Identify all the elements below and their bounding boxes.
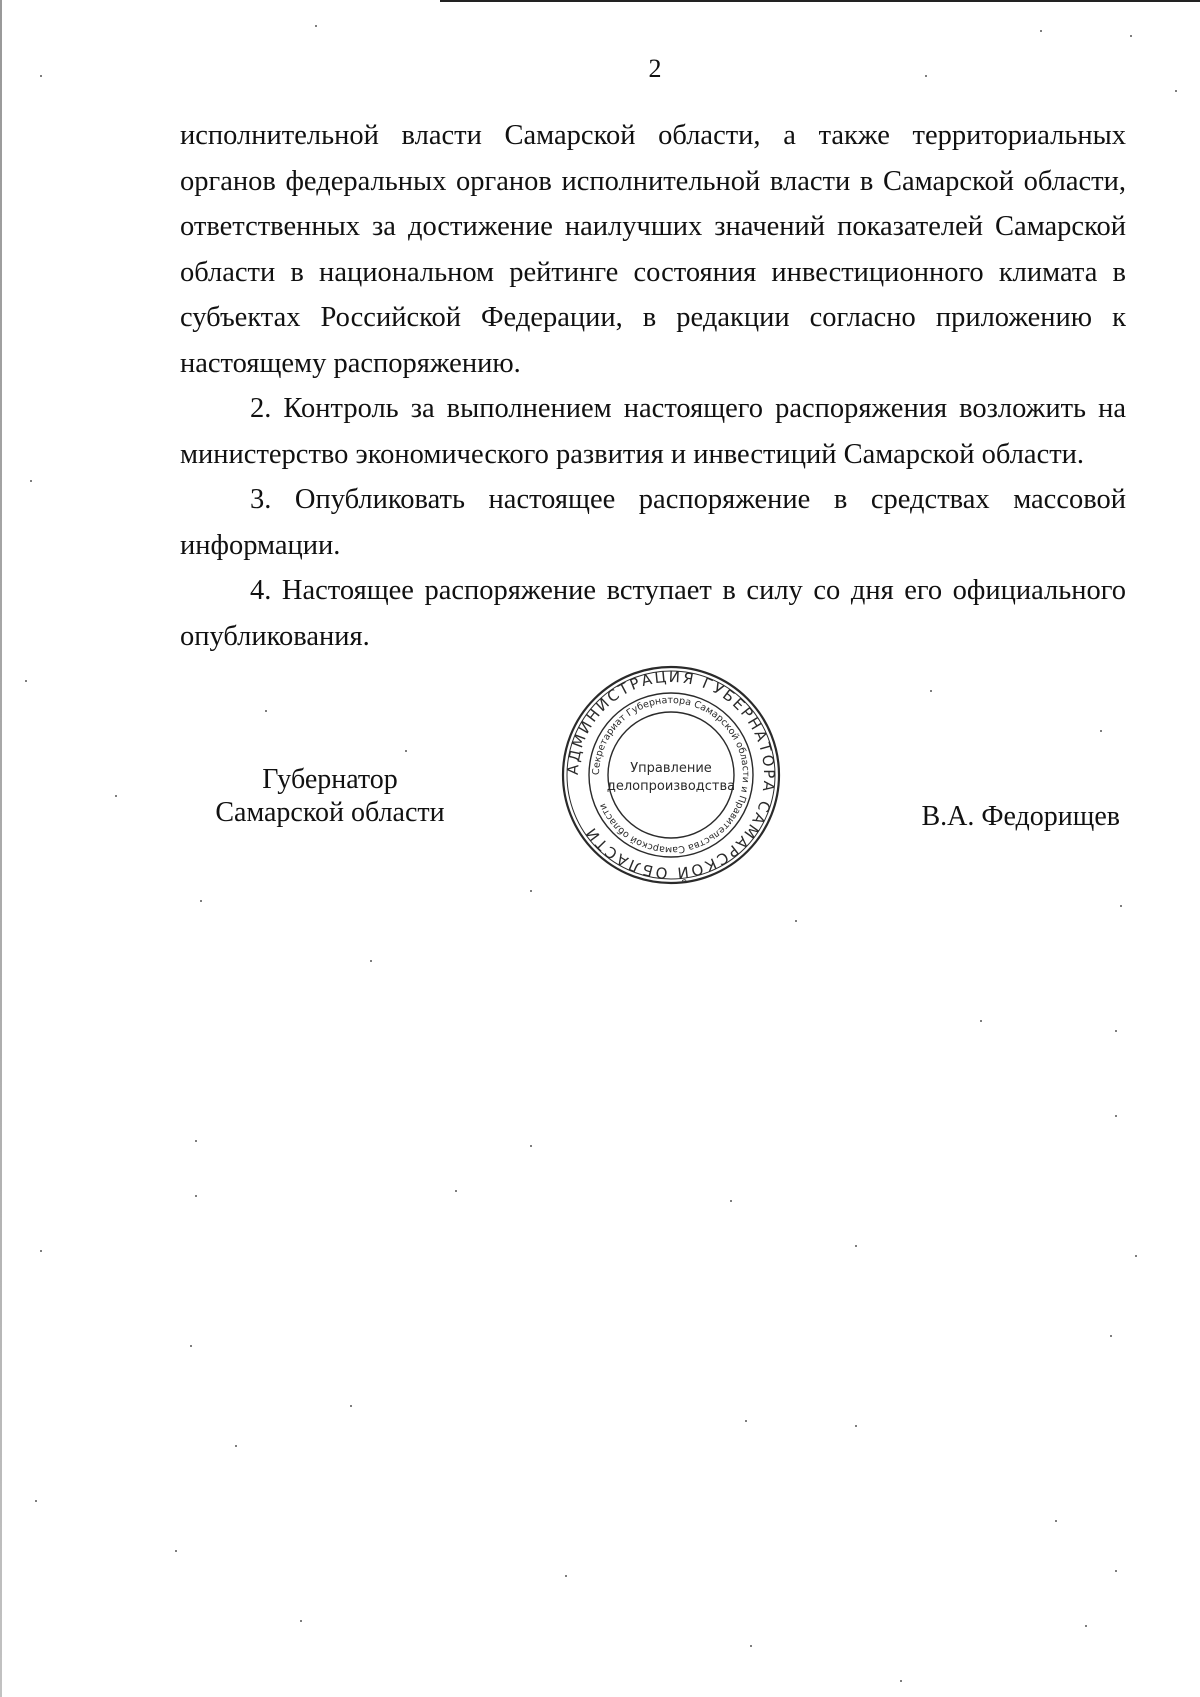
- scan-speck: [115, 795, 117, 797]
- scan-speck: [1135, 1255, 1137, 1257]
- scan-speck: [405, 750, 407, 752]
- scan-speck: [1130, 35, 1132, 37]
- stamp-outer-text: АДМИНИСТРАЦИЯ ГУБЕРНАТОРА САМАРСКОЙ ОБЛАСТИ: [563, 667, 779, 883]
- signature-title: [190, 763, 470, 829]
- scan-speck: [730, 1200, 732, 1202]
- scan-speck: [1040, 30, 1042, 32]
- scan-speck: [530, 890, 532, 892]
- scan-edge-top: [440, 0, 1200, 2]
- scan-speck: [750, 1645, 752, 1647]
- scan-speck: [565, 1575, 567, 1577]
- stamp-center-line1: Управление: [630, 761, 712, 776]
- scan-speck: [300, 1620, 302, 1622]
- scan-speck: [900, 1680, 902, 1682]
- scan-speck: [265, 710, 267, 712]
- scan-speck: [980, 1020, 982, 1022]
- scan-speck: [745, 1420, 747, 1422]
- scan-speck: [315, 25, 317, 27]
- scan-speck: [1085, 1625, 1087, 1627]
- scan-speck: [1110, 1335, 1112, 1337]
- stamp-inner-text: Секретариат Губернатора Самарской области и Правительства Самарской области: [590, 694, 752, 856]
- scan-speck: [455, 1190, 457, 1192]
- scan-speck: [30, 480, 32, 482]
- signature-title-line1: Губернатор: [262, 764, 398, 795]
- scan-speck: [1100, 730, 1102, 732]
- item-3: 3. Опубликовать настоящее распоряжение в средствах массовой информации.: [180, 484, 1126, 561]
- scan-speck: [1120, 905, 1122, 907]
- scan-speck: [175, 1550, 177, 1552]
- item-2: 2. Контроль за выполнением настоящего распоряжения возложить на министерство экономического развития и инвестиций Самарской области.: [180, 393, 1126, 470]
- scan-speck: [925, 75, 927, 77]
- scan-speck: [40, 1250, 42, 1252]
- scan-speck: [795, 920, 797, 922]
- stamp-center-line2: делопроизводства: [606, 779, 736, 794]
- signature-title-line2: Самарской области: [215, 797, 445, 828]
- scan-speck: [855, 1425, 857, 1427]
- page-number: 2: [648, 54, 662, 83]
- scan-speck: [930, 690, 932, 692]
- scan-speck: [530, 1145, 532, 1147]
- scan-speck: [350, 1405, 352, 1407]
- official-stamp: [560, 664, 782, 886]
- scan-speck: [235, 1445, 237, 1447]
- scan-speck: [40, 75, 42, 77]
- signature-name: В.А. Федорищев: [921, 801, 1120, 832]
- continuation-paragraph: исполнительной власти Самарской области, а также территориальных органов федеральных органов исполнительной власти в Самарской области, ответственных за достижение наилучших значений показателей Самарской области в национальном рейтинге состояния инвестиционного климата в субъектах Российской Федерации, в редакции согласно приложению к настоящему распоряжению.: [180, 120, 1126, 379]
- scan-speck: [1055, 1520, 1057, 1522]
- scan-speck: [1175, 90, 1177, 92]
- scan-speck: [1115, 1570, 1117, 1572]
- scan-speck: [200, 900, 202, 902]
- scan-edge-left: [0, 0, 2, 1697]
- scan-speck: [855, 1245, 857, 1247]
- scan-speck: [1115, 1030, 1117, 1032]
- scan-speck: [195, 1195, 197, 1197]
- scan-speck: [195, 1140, 197, 1142]
- document-body: [180, 113, 1126, 659]
- scan-speck: [370, 960, 372, 962]
- scan-speck: [1115, 1115, 1117, 1117]
- scan-speck: [25, 680, 27, 682]
- scan-speck: [190, 1345, 192, 1347]
- scan-speck: [35, 1500, 37, 1502]
- item-4: 4. Настоящее распоряжение вступает в силу со дня его официального опубликования.: [180, 575, 1126, 652]
